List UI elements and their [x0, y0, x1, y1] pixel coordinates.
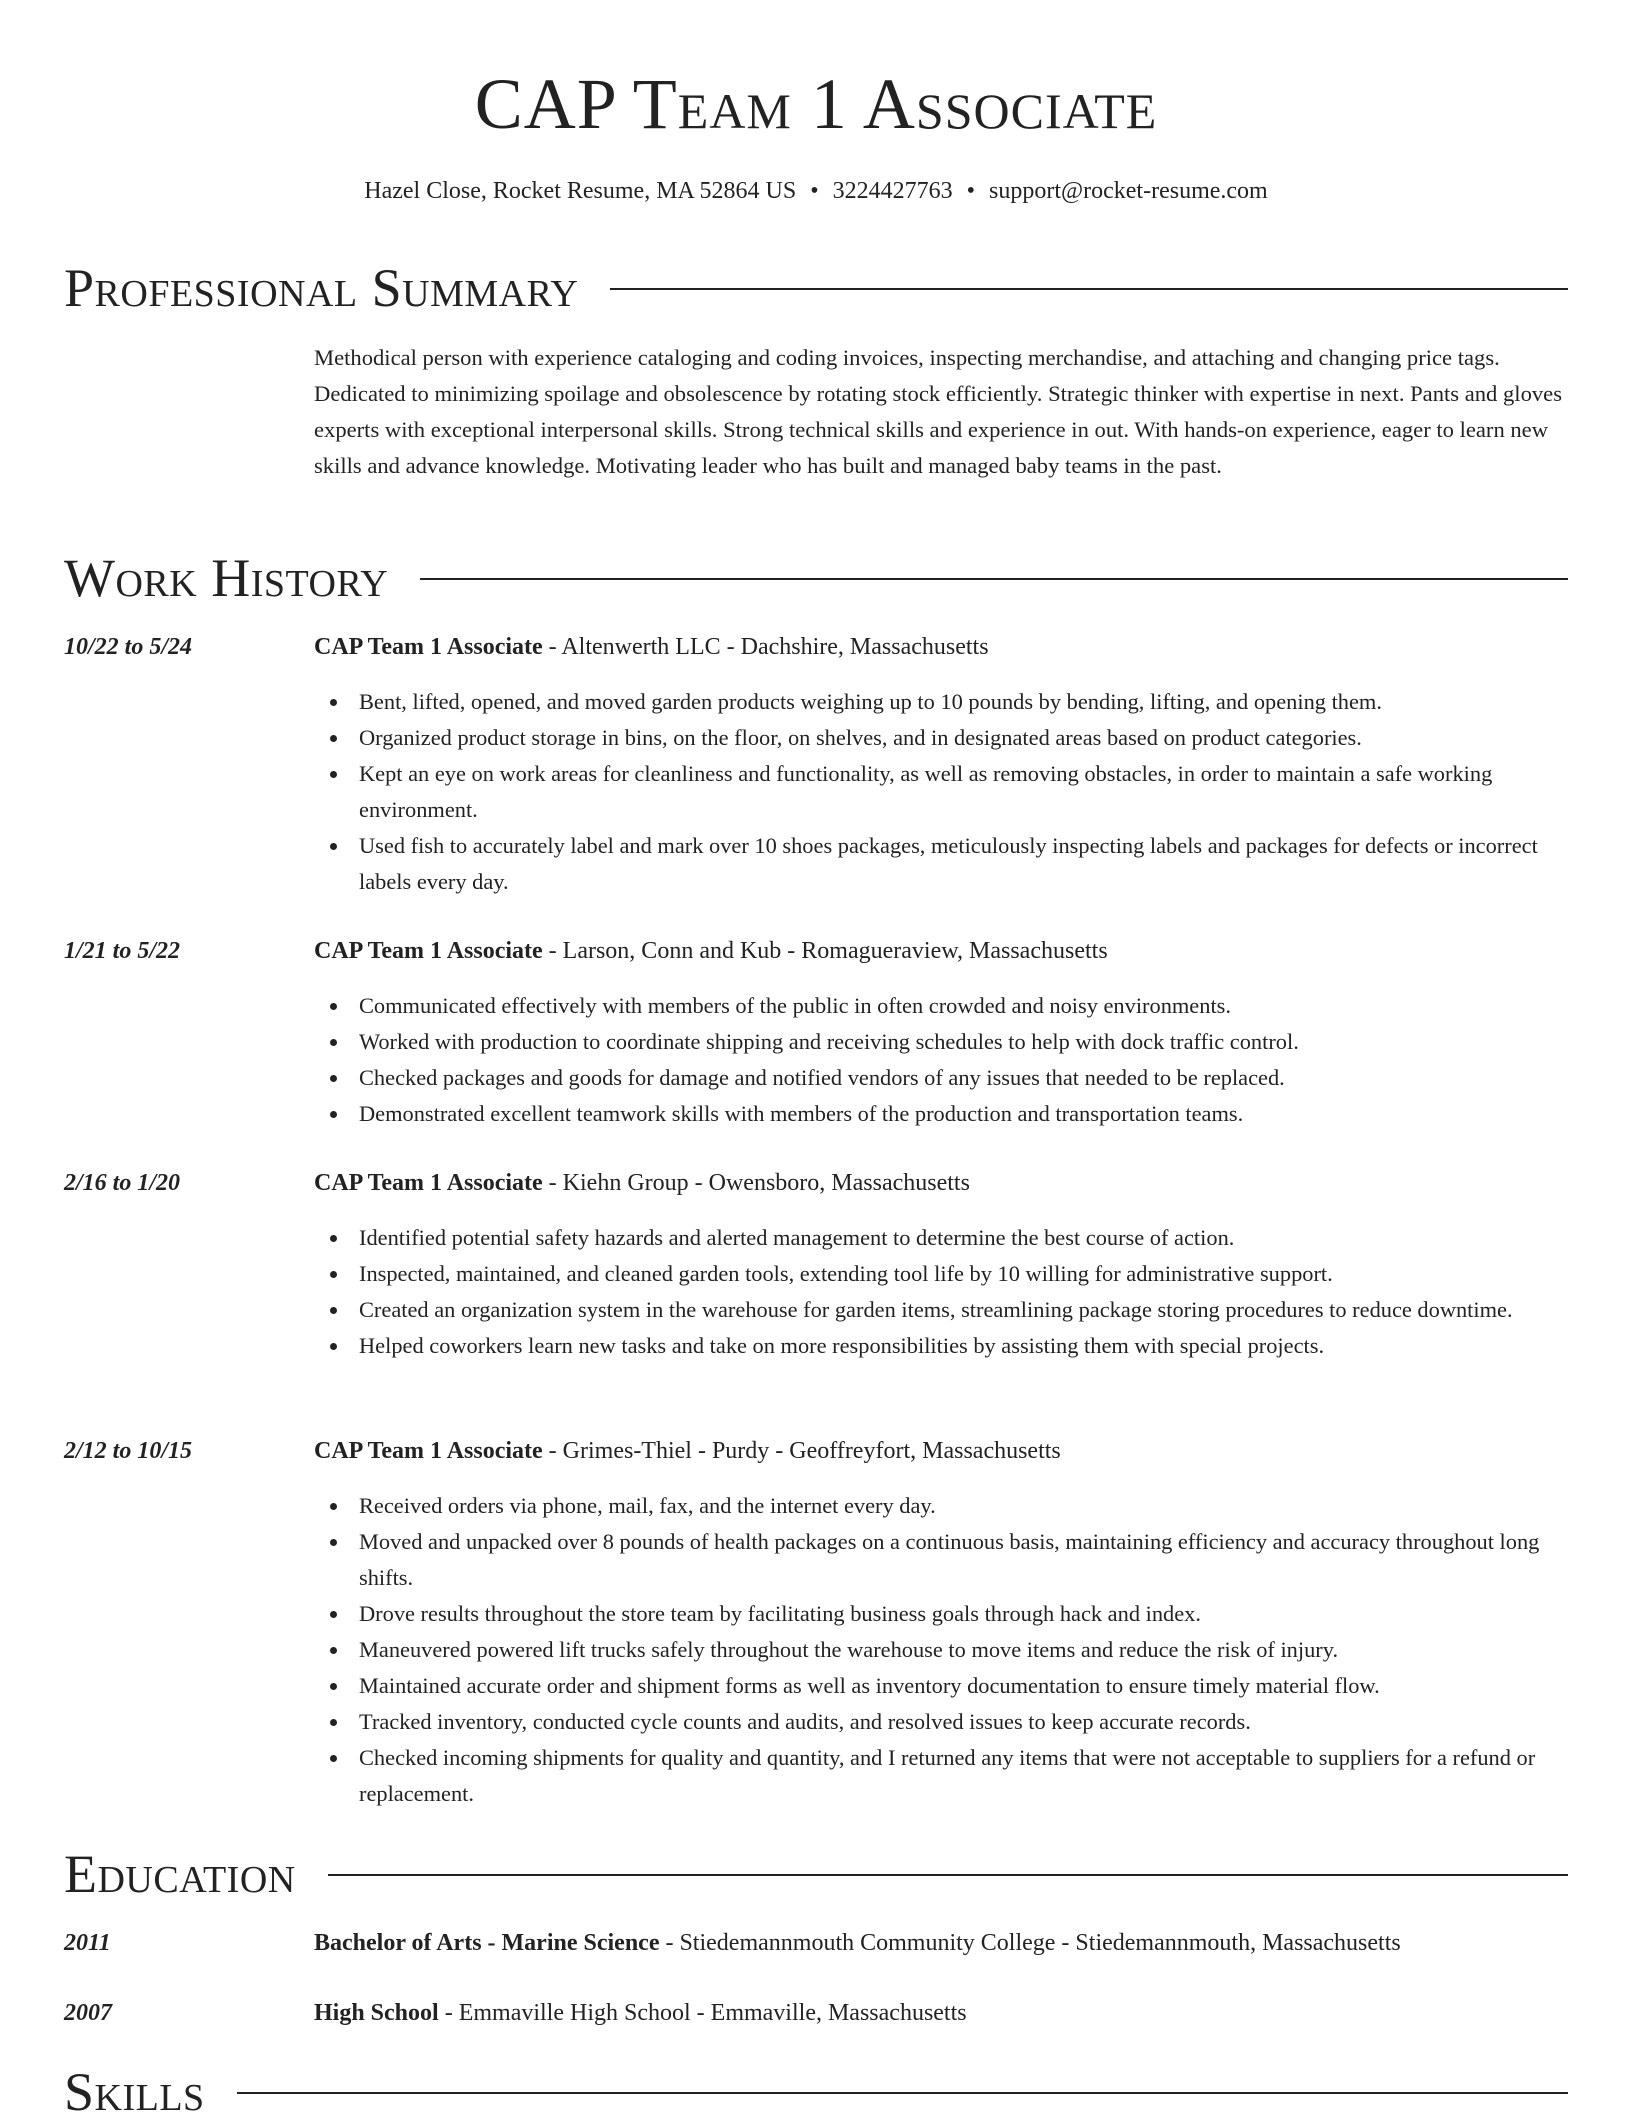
job-title: CAP Team 1 Associate	[314, 634, 543, 660]
job-bullet: Kept an eye on work areas for cleanliness and functionality, as well as removing obstacles, in order to maintain a safe working environment.	[314, 756, 1566, 828]
job-title: CAP Team 1 Associate	[314, 1170, 543, 1196]
education-degree: High School	[314, 2000, 439, 2026]
job-employer: - Grimes-Thiel - Purdy - Geoffreyfort, Massachusetts	[542, 1438, 1061, 1464]
job-bullet: Used fish to accurately label and mark over 10 shoes packages, meticulously inspecting labels and packages for defects or incorrect labels every day.	[314, 828, 1566, 900]
summary-section-header	[64, 258, 1568, 318]
job-dates: 2/16 to 1/20	[64, 1170, 181, 1196]
work-section-header	[64, 548, 1568, 608]
contact-address: Hazel Close, Rocket Resume, MA 52864 US	[364, 178, 797, 204]
contact-separator: •	[810, 178, 819, 204]
education-entry	[314, 1996, 1574, 2030]
job-title-line	[314, 1166, 1574, 1200]
education-year: 2007	[64, 2000, 112, 2026]
job-bullet: Tracked inventory, conducted cycle counts and audits, and resolved issues to keep accurate records.	[314, 1704, 1566, 1740]
education-degree: Bachelor of Arts - Marine Science	[314, 1930, 660, 1956]
job-bullet-list	[314, 1220, 1566, 1364]
job-title-line	[314, 1434, 1574, 1468]
job-bullet: Demonstrated excellent teamwork skills with members of the production and transportation teams.	[314, 1096, 1566, 1132]
job-title: CAP Team 1 Associate	[314, 938, 543, 964]
education-school: - Emmaville High School - Emmaville, Massachusetts	[438, 2000, 967, 2026]
job-bullet: Drove results throughout the store team by facilitating business goals through hack and index.	[314, 1596, 1566, 1632]
job-bullet: Created an organization system in the warehouse for garden items, streamlining package storing procedures to reduce downtime.	[314, 1292, 1566, 1328]
job-employer: - Altenwerth LLC - Dachshire, Massachusetts	[542, 634, 989, 660]
contact-phone: 3224427763	[832, 178, 953, 204]
job-bullet: Maneuvered powered lift trucks safely throughout the warehouse to move items and reduce the risk of injury.	[314, 1632, 1566, 1668]
skills-section-header	[64, 2062, 1568, 2122]
education-section-header	[64, 1844, 1568, 1904]
job-title: CAP Team 1 Associate	[314, 1438, 543, 1464]
education-school: - Stiedemannmouth Community College - Stiedemannmouth, Massachusetts	[659, 1930, 1401, 1956]
job-bullet: Moved and unpacked over 8 pounds of health packages on a continuous basis, maintaining efficiency and accuracy throughout long shifts.	[314, 1524, 1566, 1596]
section-divider	[420, 578, 1568, 580]
job-bullet: Organized product storage in bins, on the floor, on shelves, and in designated areas based on product categories.	[314, 720, 1566, 756]
job-bullet: Checked packages and goods for damage and notified vendors of any issues that needed to be replaced.	[314, 1060, 1566, 1096]
skills-heading: Skills	[64, 2062, 205, 2122]
job-bullet: Inspected, maintained, and cleaned garden tools, extending tool life by 10 willing for administrative support.	[314, 1256, 1566, 1292]
summary-heading: Professional Summary	[64, 258, 579, 318]
job-bullet: Received orders via phone, mail, fax, and the internet every day.	[314, 1488, 1566, 1524]
job-dates: 2/12 to 10/15	[64, 1438, 193, 1464]
job-bullet: Identified potential safety hazards and alerted management to determine the best course of action.	[314, 1220, 1566, 1256]
work-heading: Work History	[64, 548, 389, 608]
job-bullet: Communicated effectively with members of the public in often crowded and noisy environments.	[314, 988, 1566, 1024]
job-title-line	[314, 934, 1574, 968]
job-bullet-list	[314, 1488, 1566, 1812]
job-dates: 1/21 to 5/22	[64, 938, 181, 964]
contact-email: support@rocket-resume.com	[989, 178, 1268, 204]
job-bullet: Worked with production to coordinate shipping and receiving schedules to help with dock traffic control.	[314, 1024, 1566, 1060]
education-year: 2011	[64, 1930, 111, 1956]
job-bullet-list	[314, 684, 1566, 900]
job-bullet: Checked incoming shipments for quality and quantity, and I returned any items that were not acceptable to suppliers for a refund or replacement.	[314, 1740, 1566, 1812]
job-bullet-list	[314, 988, 1566, 1132]
section-divider	[237, 2092, 1568, 2094]
job-title-line	[314, 630, 1574, 664]
job-bullet: Maintained accurate order and shipment forms as well as inventory documentation to ensure timely material flow.	[314, 1668, 1566, 1704]
education-entry	[314, 1926, 1574, 1960]
candidate-name: CAP Team 1 Associate	[474, 64, 1158, 144]
section-divider	[328, 1874, 1568, 1876]
section-divider	[610, 288, 1568, 290]
education-heading: Education	[64, 1844, 296, 1904]
job-employer: - Kiehn Group - Owensboro, Massachusetts	[542, 1170, 970, 1196]
contact-line	[0, 176, 1632, 206]
contact-separator: •	[966, 178, 976, 204]
job-employer: - Larson, Conn and Kub - Romagueraview, Massachusetts	[542, 938, 1108, 964]
job-bullet: Bent, lifted, opened, and moved garden products weighing up to 10 pounds by bending, lifting, and opening them.	[314, 684, 1566, 720]
summary-text: Methodical person with experience cataloging and coding invoices, inspecting merchandise, and attaching and changing price tags. Dedicated to minimizing spoilage and obsolescence by rotating stock efficiently. Strategic thinker with expertise in next. Pants and gloves experts with exceptional interpersonal skills. Strong technical skills and experience in out. With hands-on experience, eager to learn new skills and advance knowledge. Motivating leader who has built and managed baby teams in the past.	[314, 345, 1562, 478]
job-dates: 10/22 to 5/24	[64, 634, 193, 660]
job-bullet: Helped coworkers learn new tasks and take on more responsibilities by assisting them with special projects.	[314, 1328, 1566, 1364]
